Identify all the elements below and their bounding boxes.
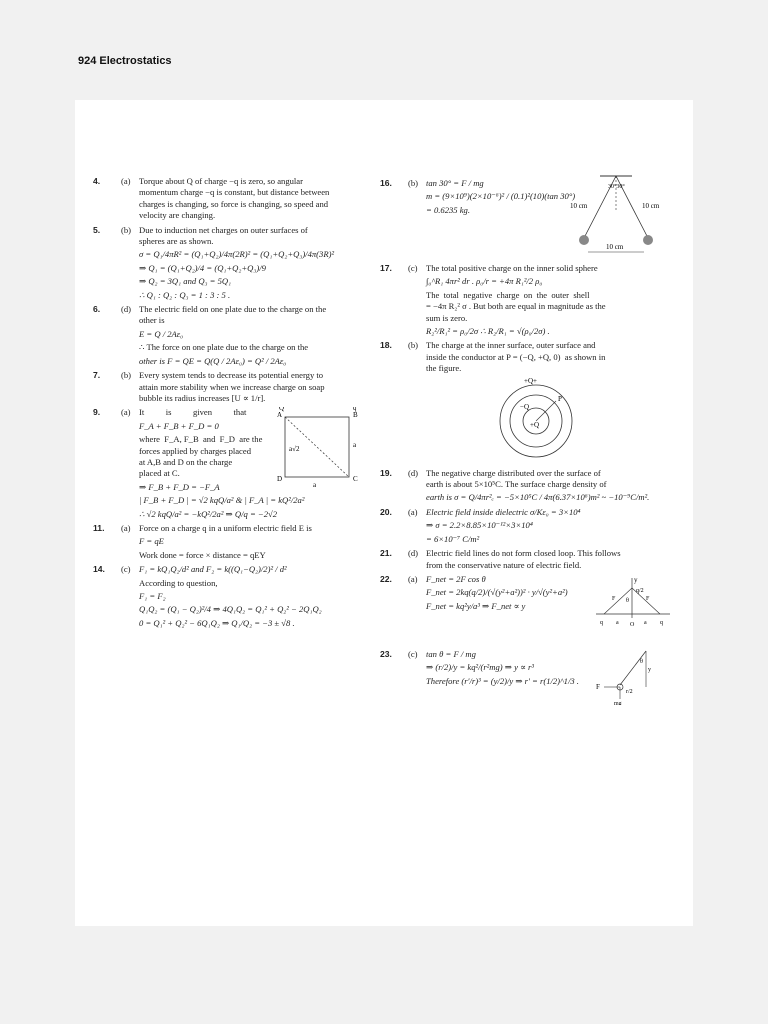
label-a: a	[353, 441, 357, 450]
label-q: q	[353, 407, 357, 413]
question-number: 17.	[380, 263, 392, 273]
question-number: 23.	[380, 648, 392, 659]
square-charges-figure	[275, 407, 365, 489]
axis-y-label: y	[634, 575, 638, 584]
concentric-spheres-figure	[476, 375, 596, 465]
text-line: placed at C.	[139, 468, 180, 479]
answer-option: (b)	[408, 340, 419, 351]
question-16	[380, 178, 676, 260]
answer-option: (c)	[121, 564, 131, 575]
question-number: 7.	[93, 370, 101, 381]
force-triangle-figure	[590, 574, 674, 634]
label-Q: Q	[279, 407, 285, 413]
question-14	[93, 564, 365, 629]
equation: ⇒ Q₁ = (Q₁+Q₂)/4 = (Q₁+Q₂+Q₃)/9	[139, 262, 266, 273]
weight-label: mg	[614, 700, 622, 705]
text-line: forces applied by charges placed	[139, 445, 251, 456]
answer-option: (a)	[121, 522, 131, 533]
text-line: spheres are as shown.	[139, 236, 214, 247]
question-18	[380, 340, 676, 464]
equation: ∫₀^R₁ 4πr² dr . ρ₀/r = +4π R₁²/2 ρ₀	[426, 276, 543, 287]
equation: Q₁Q₂ = (Q₁ − Q₂)²/4 ⇒ 4Q₁Q₂ = Q₁² + Q₂² − 2Q₁Q₂	[139, 604, 322, 615]
question-number: 5.	[93, 224, 101, 235]
answer-option: (a)	[121, 176, 131, 186]
text-line: Due to induction net charges on outer surfaces of	[139, 224, 308, 235]
text-line: = −4π R₂² σ . But both are equal in magnitude as the	[426, 301, 606, 312]
question-20	[380, 507, 676, 545]
answer-option: (a)	[408, 573, 418, 584]
text-line: Torque about Q of charge −q is zero, so angular	[139, 176, 303, 186]
text-line: Work done = force × distance = qEY	[139, 549, 266, 560]
length-label: 10 cm	[642, 202, 660, 210]
text-line: It is given that	[139, 407, 247, 418]
equation: σ = Q₁/4πR² = (Q₁+Q₂)/4π(2R)² = (Q₁+Q₂+Q₃)/4π(3R)²	[139, 249, 335, 260]
answer-option: (b)	[121, 370, 132, 381]
answer-option: (b)	[408, 178, 419, 188]
outer-charge-label: +Q+	[524, 376, 537, 385]
charge-half-label: q/2	[636, 587, 644, 594]
label-A: A	[277, 411, 283, 420]
angle-label: θ	[626, 597, 629, 604]
text-line: The electric field on one plate due to the charge on the	[139, 304, 327, 315]
answer-option: (d)	[121, 304, 132, 315]
question-number: 21.	[380, 548, 392, 559]
question-number: 9.	[93, 407, 101, 418]
answer-option: (c)	[408, 648, 418, 659]
equation: Therefore (r′/r)³ = (y/2)/y ⇒ r′ = r(1/2)^1/3 .	[426, 675, 579, 686]
force-label: F	[646, 595, 650, 602]
label-D: D	[277, 475, 283, 484]
text-line: velocity are changing.	[139, 210, 216, 221]
page-header: 924 Electrostatics	[78, 55, 172, 67]
separation-label: 10 cm	[606, 243, 624, 251]
right-column	[380, 176, 676, 716]
question-number: 6.	[93, 304, 101, 315]
question-19	[380, 468, 676, 504]
question-number: 20.	[380, 506, 392, 517]
text-line: sum is zero.	[426, 312, 468, 323]
text-line: The total negative charge on the outer shell	[426, 289, 590, 300]
question-4	[93, 176, 365, 222]
equation: F₁ = F₂	[139, 591, 166, 601]
text-line: where F_A, F_B and F_D are the	[139, 434, 263, 445]
equation: 0 = Q₁² + Q₂² − 6Q₁Q₂ ⇒ Q₁/Q₂ = −3 ± √8 .	[139, 617, 295, 628]
text-line: other is	[139, 315, 165, 326]
answer-option: (c)	[408, 263, 418, 273]
answer-option: (b)	[121, 224, 132, 235]
label-C: C	[353, 475, 358, 484]
pendulum-figure	[570, 172, 670, 258]
equation: tan θ = F / mg	[426, 648, 476, 659]
equation: earth is σ = Q/4πr²ₑ = −5×10⁵C / 4π(6.37×10⁶)m² ~ −10⁻⁹C/m².	[426, 492, 650, 503]
text-line: the figure.	[426, 363, 462, 374]
origin-label: O	[630, 621, 635, 628]
text-line: The total positive charge on the inner solid sphere	[426, 263, 598, 273]
text-line: momentum charge −q is constant, but distance between	[139, 187, 330, 198]
text-line: bubble its radius increases [U ∝ 1/r].	[139, 392, 266, 403]
point-label: P	[558, 394, 562, 403]
text-line: ∴ The force on one plate due to the charge on the	[139, 342, 309, 353]
text-line: The charge at the inner surface, outer surface and	[426, 340, 596, 351]
equation: ∴ Q₁ : Q₂ : Q₃ = 1 : 3 : 5 .	[139, 289, 231, 300]
equation: ⇒ (r/2)/y = kq²/(r²mg) ⇒ y ∝ r³	[426, 662, 534, 673]
answer-option: (a)	[408, 506, 418, 517]
text-line: Every system tends to decrease its potential energy to	[139, 370, 324, 381]
question-number: 19.	[380, 467, 392, 478]
height-label: y	[648, 666, 651, 673]
equation: other is F = QE = Q(Q / 2Aε₀) = Q² / 2Aε₀	[139, 355, 287, 366]
question-22	[380, 574, 676, 646]
equation: F₁ = kQ₁Q₂/d² and F₂ = k((Q₁−Q₂)/2)² / d²	[139, 564, 287, 575]
left-column	[93, 176, 365, 632]
charge-label: q	[600, 619, 603, 626]
text-line: Electric field lines do not form closed loop. This follows	[426, 548, 621, 559]
equation: | F_B + F_D | = √2 kqQ/a² & | F_A | = kQ²/2a²	[139, 495, 305, 506]
length-label: 10 cm	[570, 202, 588, 210]
equation: E = Q / 2Aε₀	[139, 328, 184, 339]
question-number: 4.	[93, 176, 101, 186]
charge-label: q	[660, 619, 663, 626]
question-number: 11.	[93, 522, 105, 533]
center-charge-label: +Q	[530, 420, 540, 429]
equation: F_A + F_B + F_D = 0	[139, 420, 219, 431]
question-7	[93, 370, 365, 404]
answer-option: (d)	[408, 548, 419, 559]
equation: = 6×10⁻⁷ C/m²	[426, 533, 480, 544]
question-6	[93, 304, 365, 367]
text-line: attain more stability when we increase charge on soap	[139, 381, 325, 392]
document-page	[75, 100, 693, 926]
text-line: earth is about 5×10⁵C. The surface charge density of	[426, 479, 607, 490]
equation: = 0.6235 kg.	[426, 204, 470, 215]
label-diagonal: a√2	[289, 445, 300, 454]
question-17	[380, 263, 676, 337]
equation: ⇒ F_B + F_D = −F_A	[139, 481, 220, 492]
question-23	[380, 649, 676, 713]
distance-label: a	[644, 619, 647, 626]
angle-label: θ	[640, 658, 643, 665]
equation: tan 30° = F / mg	[426, 178, 484, 188]
question-number: 22.	[380, 573, 392, 584]
hanging-charge-figure	[596, 647, 660, 705]
question-number: 14.	[93, 564, 105, 575]
half-separation-label: r/2	[626, 688, 633, 695]
equation: F_net = 2kq(q/2)/(√(y²+a²))² · y/√(y²+a²)	[426, 587, 568, 598]
equation: ∴ √2 kqQ/a² = −kQ²/2a² ⇒ Q/q = −2√2	[139, 508, 277, 519]
question-9	[93, 407, 365, 520]
equation: Electric field inside dielectric σ/Kε₀ = 3×10⁴	[426, 506, 581, 517]
equation: R₂²/R₁² = ρ₀/2σ ∴ R₂/R₁ = √(ρ₀/2σ) .	[426, 326, 550, 337]
question-number: 18.	[380, 340, 392, 351]
text-line: Force on a charge q in a uniform electric field E is	[139, 522, 312, 533]
text-line: The negative charge distributed over the surface of	[426, 467, 601, 478]
question-5	[93, 225, 365, 301]
equation: ⇒ Q₂ = 3Q₁ and Q₃ = 5Q₁	[139, 276, 232, 287]
question-21	[380, 548, 676, 571]
equation: F_net = kq²y/a³ ⇒ F_net ∝ y	[426, 600, 526, 611]
answer-option: (a)	[121, 407, 131, 418]
answer-option: (d)	[408, 467, 419, 478]
question-11	[93, 523, 365, 561]
angle-label: 30°30°	[608, 184, 625, 190]
label-a: a	[313, 481, 317, 490]
force-label: F	[612, 595, 616, 602]
text-line: inside the conductor at P = (−Q, +Q, 0) as shown in	[426, 351, 606, 362]
equation: m = (9×10⁹)(2×10⁻⁶)² / (0.1)²(10)(tan 30°)	[426, 191, 576, 202]
force-label: F	[596, 682, 600, 691]
inner-charge-label: −Q	[520, 402, 530, 411]
text-line: charges is changing, so force is changing, so speed and	[139, 198, 329, 209]
label-B: B	[353, 411, 358, 420]
text-line: at A,B and D on the charge	[139, 456, 233, 467]
text-line: from the conservative nature of electric field.	[426, 559, 582, 570]
question-number: 16.	[380, 178, 392, 188]
equation: ⇒ σ = 2.2×8.85×10⁻¹²×3×10⁴	[426, 520, 533, 531]
text-line: According to question,	[139, 577, 218, 588]
distance-label: a	[616, 619, 619, 626]
equation: F_net = 2F cos θ	[426, 573, 486, 584]
equation: F = qE	[139, 536, 164, 547]
